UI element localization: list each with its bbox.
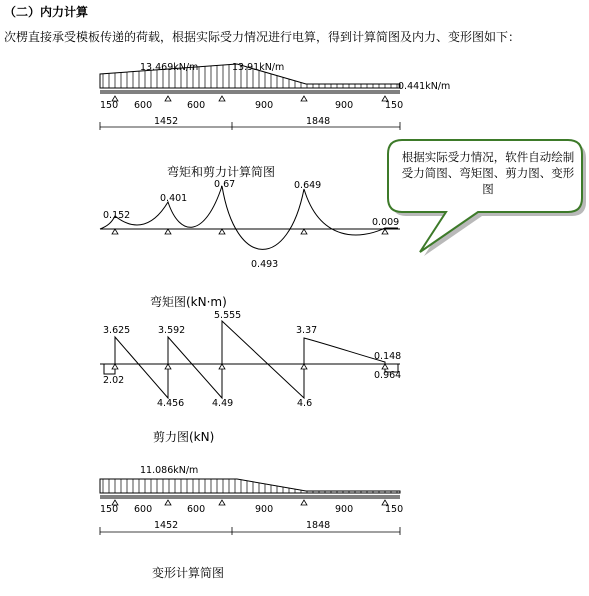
deflection-diagram: [100, 465, 403, 535]
deflection-span-label-1: 150: [100, 504, 119, 515]
shear-value-10: 0.964: [374, 370, 402, 381]
shear-value-2: 3.592: [158, 325, 186, 336]
deflection-diagram-caption: 变形计算简图: [152, 566, 225, 580]
span-label-1: 150: [100, 100, 119, 111]
load-label-left: 13.469kN/m: [140, 62, 199, 73]
shear-value-7: 4.456: [157, 398, 185, 409]
deflection-span-label-4: 900: [255, 504, 274, 515]
shear-value-4: 3.37: [296, 325, 318, 336]
span-label-2: 600: [134, 100, 153, 111]
total-label-left: 1452: [154, 116, 179, 127]
moment-value-2: 0.401: [160, 193, 188, 204]
deflection-span-label-6: 150: [385, 504, 404, 515]
load-label-middle: 13.91kN/m: [232, 62, 285, 73]
moment-value-5: 0.009: [372, 217, 400, 228]
total-label-right: 1848: [306, 116, 331, 127]
deflection-total-label-right: 1848: [306, 520, 331, 531]
load-label-right: 0.441kN/m: [398, 81, 451, 92]
deflection-total-label-left: 1452: [154, 520, 179, 531]
shear-value-6: 2.02: [103, 375, 125, 386]
span-label-3: 600: [187, 100, 206, 111]
span-label-5: 900: [335, 100, 354, 111]
intro-paragraph: 次楞直接承受模板传递的荷载，根据实际受力情况进行电算，得到计算简图及内力、变形图如下：: [4, 30, 521, 44]
deflection-span-label-3: 600: [187, 504, 206, 515]
shear-value-1: 3.625: [103, 325, 131, 336]
moment-value-4: 0.649: [294, 180, 322, 191]
shear-diagram: [100, 310, 401, 409]
section-heading: （二）内力计算: [4, 5, 89, 19]
span-label-6: 150: [385, 100, 404, 111]
callout-text: 根据实际受力情况，软件自动绘制受力简图、弯矩图、剪力图、变形图: [401, 150, 575, 196]
deflection-span-label-5: 900: [335, 504, 354, 515]
shear-value-3: 5.555: [214, 310, 242, 321]
shear-value-8: 4.49: [212, 398, 234, 409]
moment-value-3: 0.67: [214, 179, 236, 190]
moment-diagram: [100, 179, 400, 270]
shear-value-5: 0.148: [374, 351, 402, 362]
load-diagram-caption: 弯矩和剪力计算简图: [167, 165, 276, 179]
load-diagram: [100, 62, 450, 130]
moment-value-1: 0.152: [103, 210, 131, 221]
shear-value-9: 4.6: [297, 398, 313, 409]
shear-diagram-caption: 剪力图(kN): [153, 430, 215, 444]
moment-value-6: 0.493: [251, 259, 279, 270]
deflection-span-label-2: 600: [134, 504, 153, 515]
moment-diagram-caption: 弯矩图(kN·m): [150, 295, 227, 309]
deflection-load-label: 11.086kN/m: [140, 465, 199, 476]
span-label-4: 900: [255, 100, 274, 111]
